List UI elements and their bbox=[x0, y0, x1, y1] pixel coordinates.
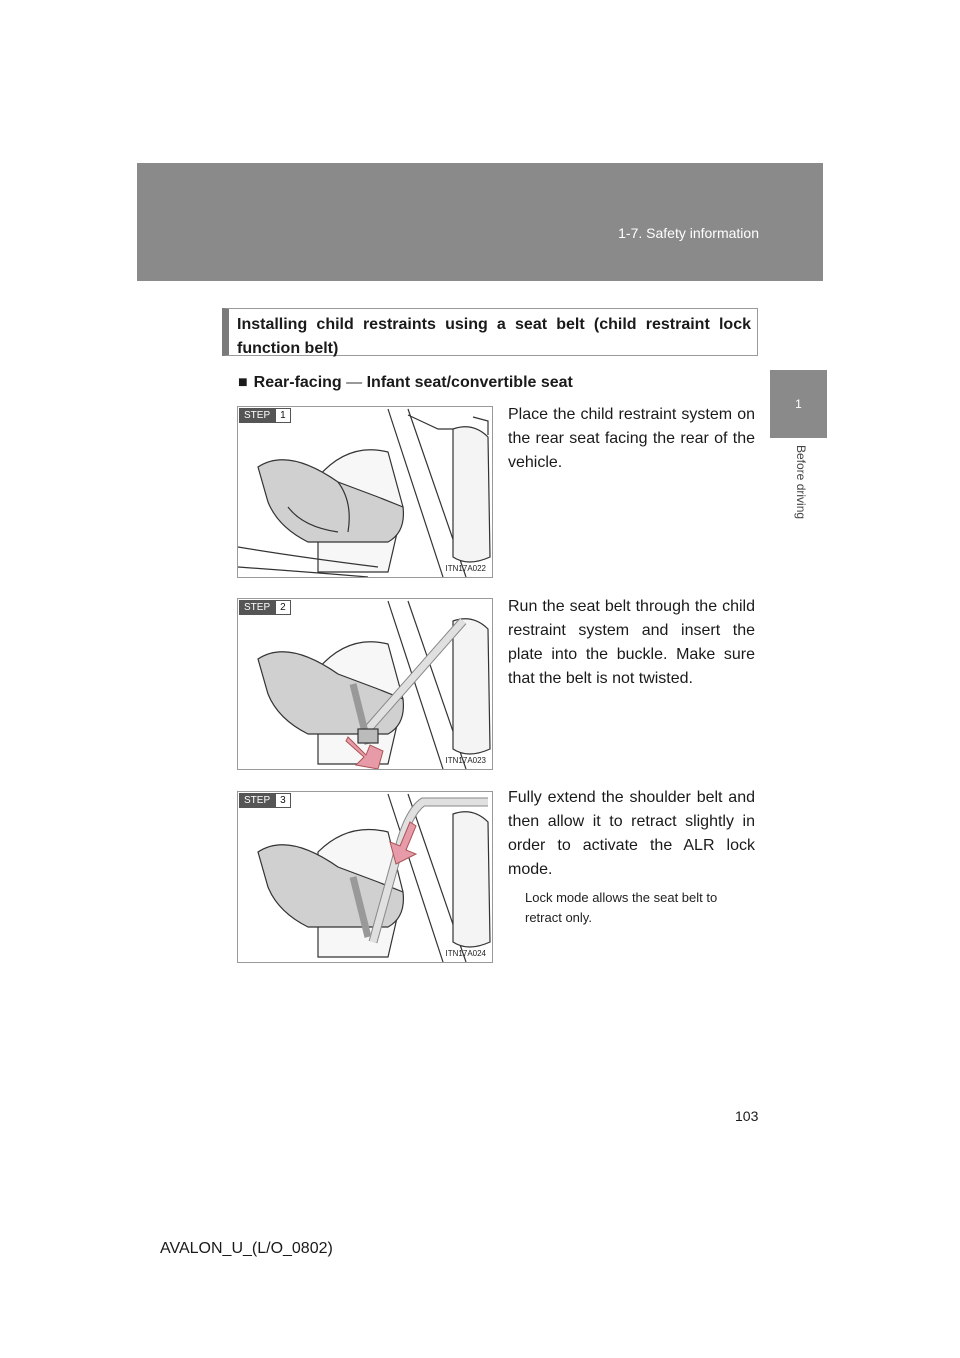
step-3-illustration bbox=[237, 791, 493, 963]
chapter-number: 1 bbox=[795, 397, 802, 411]
step-3-note: Lock mode allows the seat belt to retract only. bbox=[525, 890, 718, 925]
child-seat-illustration bbox=[238, 599, 493, 770]
step-badge-label: STEP bbox=[239, 408, 275, 423]
step-badge-label: STEP bbox=[239, 793, 275, 808]
step-badge bbox=[239, 793, 291, 808]
subheading bbox=[238, 374, 573, 392]
chapter-tab bbox=[770, 370, 827, 438]
footer-code: AVALON_U_(L/O_0802) bbox=[160, 1240, 333, 1257]
step-2-illustration bbox=[237, 598, 493, 770]
step-badge-number: 3 bbox=[275, 793, 291, 808]
figure-code: ITN17A022 bbox=[445, 564, 486, 573]
subheading-dash: — bbox=[341, 374, 367, 391]
section-heading: Installing child restraints using a seat belt (child restraint lock function belt) bbox=[222, 308, 758, 356]
figure-code: ITN17A023 bbox=[445, 756, 486, 765]
step-3-text: Fully extend the shoulder belt and then allow it to retract slightly in order to activate the ALR lock mode. bbox=[508, 789, 755, 878]
child-seat-illustration bbox=[238, 792, 493, 963]
step-1-illustration bbox=[237, 406, 493, 578]
section-title: 1-7. Safety information bbox=[618, 225, 759, 241]
page-number: 103 bbox=[735, 1108, 759, 1124]
step-badge bbox=[239, 600, 291, 615]
child-seat-illustration bbox=[238, 407, 493, 578]
step-1-text: Place the child restraint system on the rear seat facing the rear of the vehicle. bbox=[508, 406, 755, 471]
header-band bbox=[137, 163, 823, 281]
subheading-title: Rear-facing bbox=[253, 374, 342, 391]
chapter-label: Before driving bbox=[794, 445, 808, 520]
figure-code: ITN17A024 bbox=[445, 949, 486, 958]
step-badge-label: STEP bbox=[239, 600, 275, 615]
square-bullet-icon: ■ bbox=[238, 374, 248, 391]
step-badge bbox=[239, 408, 291, 423]
step-badge-number: 1 bbox=[275, 408, 291, 423]
step-badge-number: 2 bbox=[275, 600, 291, 615]
step-2-text: Run the seat belt through the child restraint system and insert the plate into the buckle. Make sure that the belt is not twisted. bbox=[508, 598, 755, 687]
subheading-subtitle: Infant seat/convertible seat bbox=[366, 374, 573, 391]
